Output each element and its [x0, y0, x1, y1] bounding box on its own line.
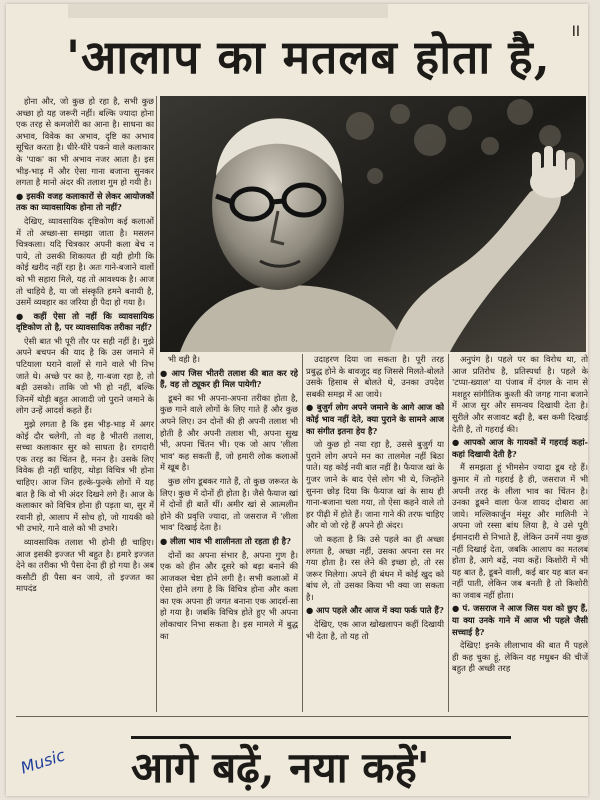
- paragraph: भी वही है।: [168, 354, 200, 364]
- paragraph: अनुपंग है। पहले पर का विरोध था, तो आज प्रतिरोध है, प्रतिस्पर्धा है। पहले के 'टप्पा-ख्याल' या पंजाब में दंगल के नाम से मशहूर सांगीतिक कुश्ती की जगह गाना बजाने में आज सुर और समन्वय दिखायी देता है। सुरीले और सजावट बढ़ी है, बस कमी दिखाई देती है, तो गहराई की।: [452, 354, 588, 434]
- paragraph: देखिए! इनके लीलाभाव की बात मैं पहले ही कह चुका हूं, लेकिन वह मधुबन की चीजें बहुत ही अच्छी तरह: [452, 640, 588, 674]
- paragraph: दोनों का अपना संभार है, अपना गुण है। एक को हीन और दूसरे को बड़ा बनाने की आजकल चेष्टा होने लगी है। सभी कलाओं में ऐसा होने लगा है कि विचित्र होना और कला का एक अपना ही जगत बनाना एक आदर्श-सा हो गया है। जबकि विचित्र होते हुए भी अपना लोकाचार निभा सकता है। इस मामले में बुद्ध का: [160, 549, 298, 641]
- paragraph: देखिए, एक आज खोखलापन कहीं दिखायी भी देता है, तो यह तो: [306, 619, 444, 641]
- paragraph: ऐसी बात भी पूरी तौर पर सही नहीं है। मुझे अपने बचपन की याद है कि उस जमाने में पटियाला घराने वालों से गाने वाले भी निभ जाते थे। अच्छे पर का है, गा-बजा रहा है, तो बड़ी उसको। ताकि जो भी हो नहीं, बल्कि जिनमें थोड़ी बहुत आजादी जो पुराने जमाने के लोग उन्हें आदर्श कहते हैं।: [16, 335, 154, 416]
- column-divider: [156, 96, 157, 712]
- article-column-3: [306, 354, 444, 714]
- question: ● बुजुर्ग लोग अपने जमाने के आगे आज को कोई भाव नहीं देते, क्या पुराने के सामने आज का संगीत इतना हेय है?: [306, 402, 444, 436]
- question: ● लीला भाव भी शालीनता तो रहता ही है?: [160, 535, 291, 546]
- question: ● आप पहले और आज में क्या फर्क पाते हैं?: [306, 605, 444, 616]
- footer-rule: [16, 716, 588, 717]
- paragraph: डूबने का भी अपना-अपना तरीका होता है, कुछ गाने वाले लोगों के लिए गाते हैं और कुछ अपने लिए। उन दोनों की ही अपनी तलाश भी होती है और अपनी तलाश भी, अपना सुख भी, अपना चिंतन भी। एक जो आप 'लीला भाव' कह सकती हैं, जो हमारी लोक कलाओं में खूब है।: [160, 392, 298, 473]
- question: ● कहीं ऐसा तो नहीं कि व्यावसायिक दृष्टिकोण तो है, पर व्यावसायिक तरीका नहीं?: [16, 310, 154, 333]
- newspaper-clipping: [6, 4, 588, 796]
- paragraph: मुझे लगता है कि इस भीड़-भाड़ में अगर कोई दौर चलेगी, तो वह है भीतरी तलाश, सच्चा कलाकार सुर को साधता है। रागदारी एक तरह का चिंतन है, मनन है। उसके लिए विवेक ही नहीं चाहिए, थोड़ा विचित्र भी होना चाहिए। आज जिन हल्के-फुल्के लोगों में यह बात है कि वो भी अंदर दिखने लगे हैं। आज के कलाकार को विचित्र होना ही पड़ता था, सुर में रवानी हो, आलाप में सोच हो, जो गायकी को भी उभारे, गाने वाले को भी उभारे।: [16, 419, 154, 534]
- paragraph: उदाहरण दिया जा सकता है। पूरी तरह प्रबुद्ध होने के बावजूद वह जिससे मिलते-बोलते उसके हिसाब से बोलते थे, उनका उपदेश सबकी समझ में आ जाये।: [306, 354, 444, 399]
- paragraph: मैं समझता हूं भीमसेन ज्यादा डूब रहे हैं। कुमार में तो गहराई है ही, जसराज में भी अपनी तरह के लीला भाव का चिंतन है। उनका डूबने वाला फेज शायद दोबारा आ जाये। मल्लिकार्जुन मंसूर और मालिनी ने अपना जो रस्सा बांध लिया है, वे उसे पूरी ईमानदारी से निभाते हैं, लेकिन उनमें नया कुछ नहीं दिखाई देता, जबकि आलाप का मतलब होता है, आगे बढ़ें, नया कहें। किशोरी में भी यह बात है, डूबने वाली, कई बार यह बात बन नहीं पाती, लेकिन जब बनती है तो किशोरी का जवाब नहीं होता।: [452, 462, 588, 600]
- article-column-4: [452, 354, 588, 714]
- question: ● इसकी वजह कलाकारों से लेकर आयोजकों तक का व्यावसायिक होना तो नहीं?: [16, 190, 154, 213]
- column-divider: [448, 354, 449, 712]
- question: ● पं. जसराज ने आज जिस यश को छुए हैं, या क्या उनके गाने में आज भी पहले जैसी सच्चाई है?: [452, 603, 588, 637]
- handwritten-note: Music: [18, 745, 68, 778]
- torn-paper-strip: [68, 4, 388, 18]
- paragraph: होना और, जो कुछ हो रहा है, सभी कुछ अच्छा हो यह जरूरी नहीं। बल्कि ज्यादा होना एक तरह से कमजोरी का आना है। साधना का अभाव, विवेक का अभाव, दृष्टि का अभाव सूचित करता है। धीरे-धीरे पकने वाले कलाकार के 'पाक' का भी अभाव नजर आता है। इस भीड़-भाड़ में और ऐसा गाना बजाना सुनकर लगता है मानो अंदर की तलाश गुम हो गयी है।: [16, 96, 154, 188]
- article-headline: 'आलाप का मतलब होता है,: [66, 30, 551, 84]
- article-column-2: [160, 354, 298, 714]
- paragraph: जो कहता है कि उसे पहले का ही अच्छा लगता है, अच्छा नहीं, उसका अपना रस मर गया होता है। रस लेने की इच्छा हो, तो रस जरूर मिलेगा। अपने ही बंधन में कोई खुद को बांध ले, तो उसका किया भी क्या जा सकता है।: [306, 533, 444, 602]
- paragraph: जो कुछ हो नया रहा है, उससे बुजुर्ग या पुराने लोग अपने मन का तालमेल नहीं बिठा पाते। यह कोई नयी बात नहीं है। फैयाज खां के गुजर जाने के बाद ऐसे लोग भी थे, जिन्होंने सुनना छोड़ दिया कि फैयाज खां के साथ ही गाना-बजाना चला गया, तो ऐसा कहने वाले तो हर पीढ़ी में होते हैं। जाना गाने की तरफ चाहिए और वो जो रहे हैं अपने ही अंदर।: [306, 439, 444, 531]
- article-photo: [160, 96, 586, 352]
- paragraph: कुछ लोग डूबकर गाते हैं, तो कुछ जरूरत के लिए। कुछ में दोनों ही होता है। जैसे फैयाज खां में दोनों ही बातें थीं। अमीर खां से आत्मलीन होने की प्रवृत्ति ज्यादा, तो जसराज में 'लीला भाव' दिखाई देता है।: [160, 475, 298, 533]
- article-column-1: [16, 96, 154, 710]
- musician-portrait: [160, 96, 586, 352]
- paragraph: व्यावसायिक तलाश भी होनी ही चाहिए। आज इसकी इज्जत भी बहुत है। हमारे इज्जत देने का तरीका भी पैसा देना ही हो गया है। अब कसौटी ही पैसा बन जाये, तो इज्जत का मापदंड: [16, 536, 154, 594]
- column-divider: [302, 354, 303, 712]
- question: ● आपको आज के गायकों में गहराई कहां-कहां दिखायी देती है?: [452, 437, 588, 459]
- page-mark: II: [571, 24, 580, 40]
- footer-headline: आगे बढ़ें, नया कहें': [131, 736, 511, 797]
- paragraph: देखिए, व्यावसायिक दृष्टिकोण कई कलाओं में तो अच्छा-सा समझा जाता है। मसलन चित्रकला। यदि चित्रकार अपनी कला बेच न पाये, तो उसकी शिकायत ही यही होगी कि कोई खरीद नहीं रहा है। अतः गाने-बजाने वालों को भी सहारा मिले, यह तो आवश्यक है। आज तो चाहिये है, या जो संस्कृति हमने बनायी है, उसमें व्यवहार का जरिया ही पैदा हो गया है।: [16, 215, 154, 308]
- question: ● आप जिस भीतरी तलाश की बात कर रहे हैं, वह तो ट्यूकर ही मिल पायेगी?: [160, 367, 298, 390]
